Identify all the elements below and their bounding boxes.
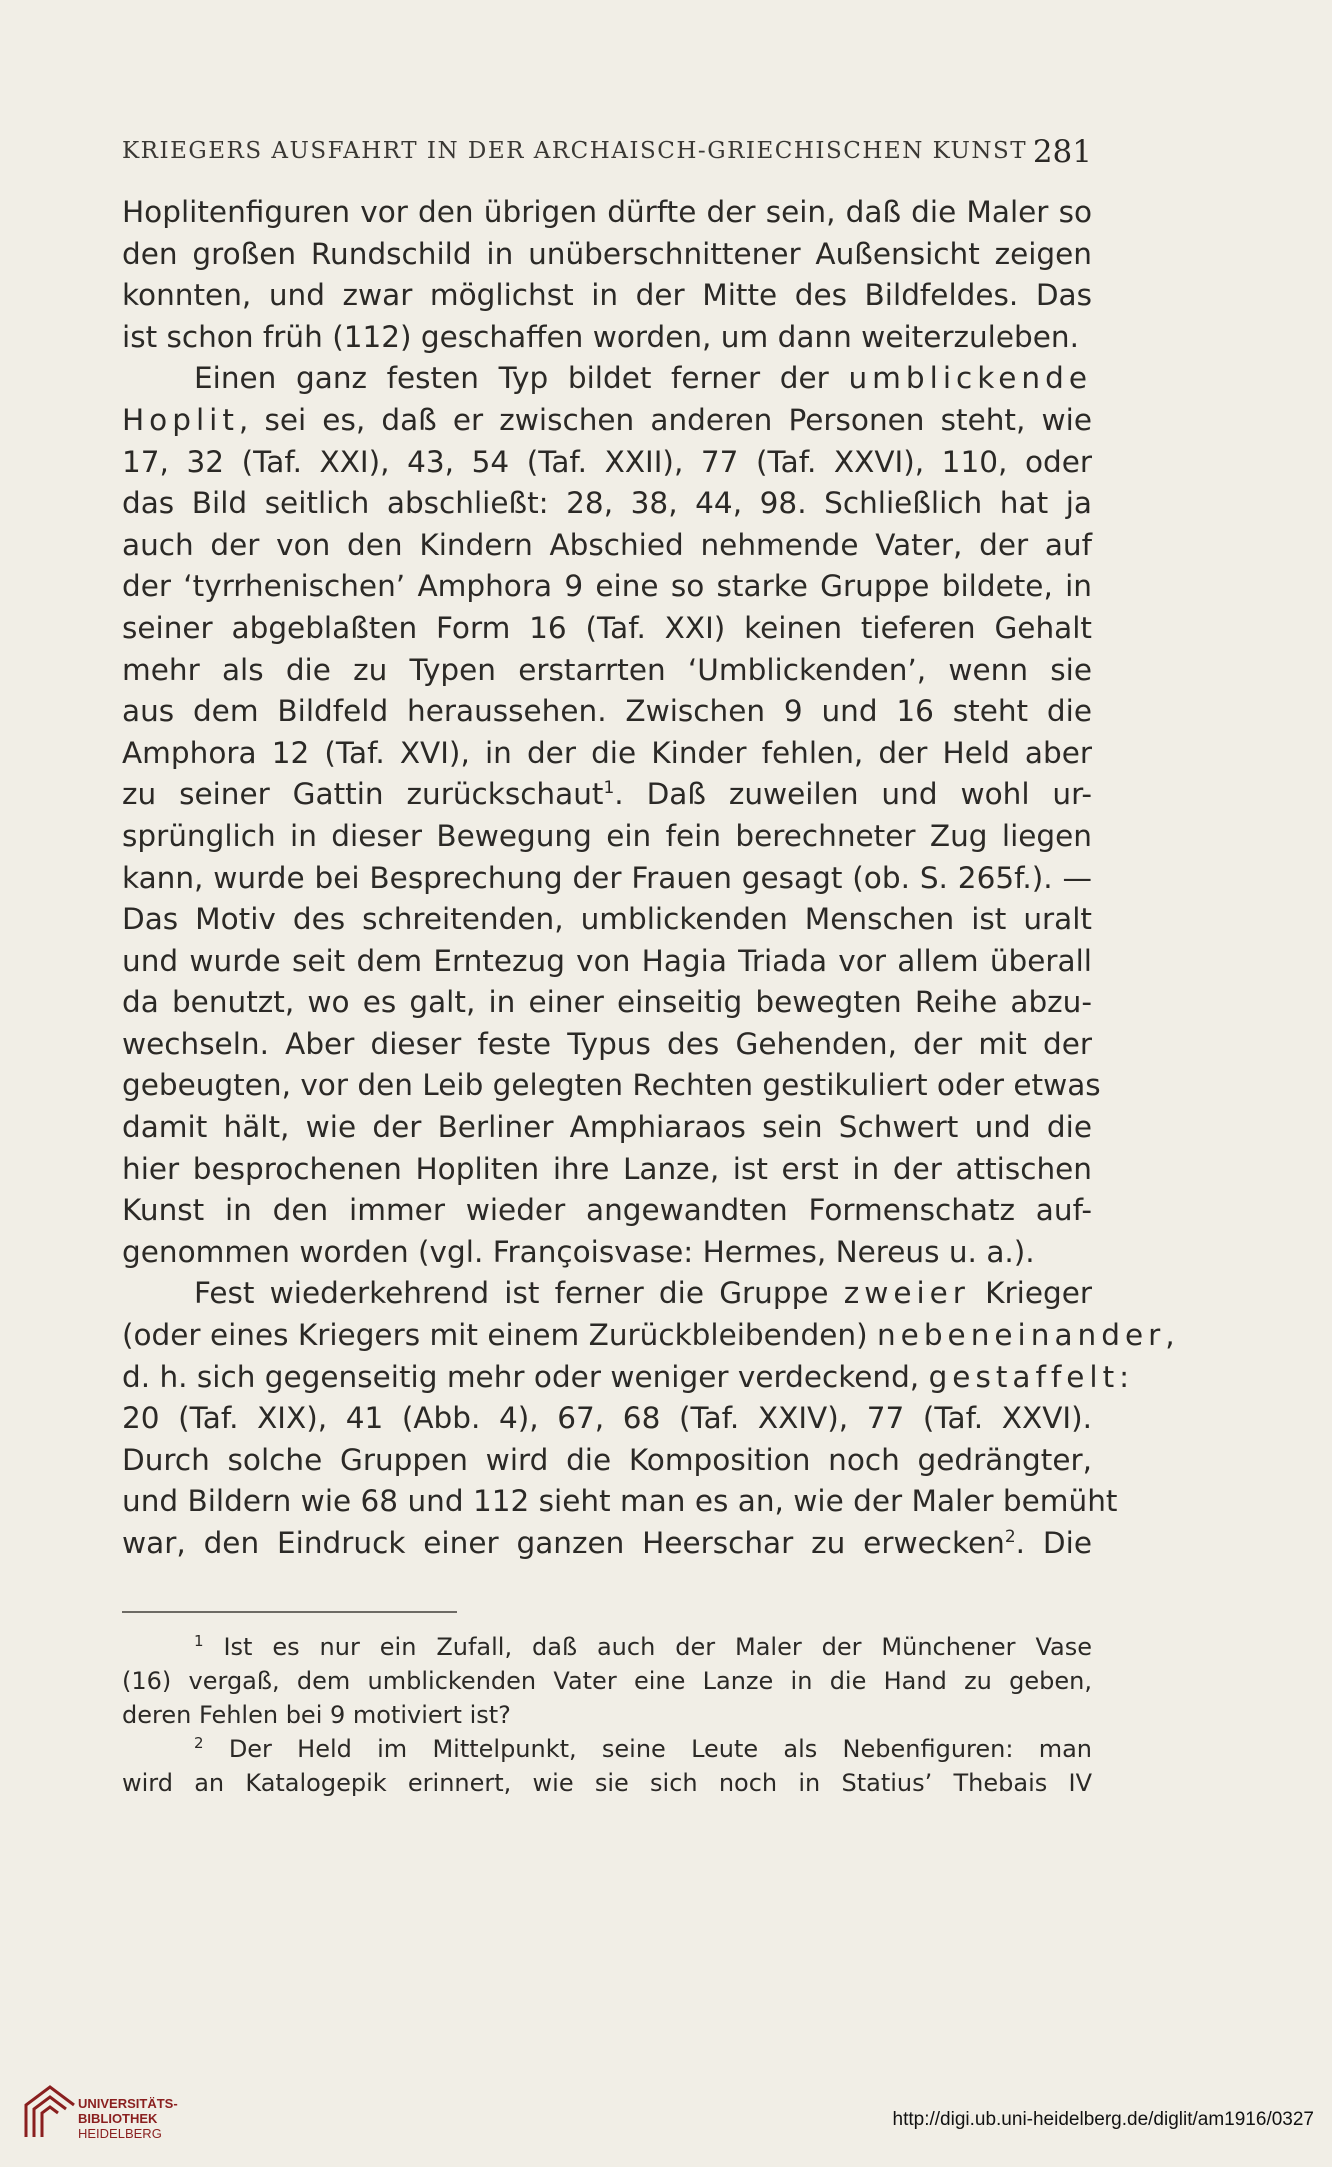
text-line: aus dem Bildfeld heraussehen. Zwischen 9 und 16 steht die [122, 694, 1092, 729]
text-line [122, 1273, 1092, 1315]
text-line: sprünglich in dieser Bewegung ein fein berechneter Zug liegen [122, 818, 1092, 853]
text-line: ist schon früh (112) geschaffen worden, um dann weiterzuleben. [122, 319, 1079, 354]
text-line: mehr als die zu Typen erstarrten ‘Umblickenden’, wenn sie [122, 652, 1092, 687]
library-name-line: BIBLIOTHEK [78, 2111, 158, 2126]
text-span: Ist es nur ein Zufall, daß auch der Maler der Münchener Vase [223, 1633, 1092, 1661]
text-line [122, 358, 1092, 400]
text-line [122, 1523, 1092, 1565]
footnote-mark: 1 [194, 1632, 204, 1650]
text-line: konnten, und zwar möglichst in der Mitte des Bildfeldes. Das [122, 278, 1092, 313]
library-name-line: UNIVERSITÄTS- [78, 2096, 178, 2111]
text-span: war, den Eindruck einer ganzen Heerschar zu erwecken [122, 1526, 1005, 1560]
footnote-ref: 1 [603, 778, 615, 799]
source-url-link[interactable]: http://digi.ub.uni-heidelberg.de/diglit/am1916/0327 [892, 2109, 1314, 2130]
text-line: Amphora 12 (Taf. XVI), in der die Kinder fehlen, der Held aber [122, 735, 1092, 770]
library-name-line: HEIDELBERG [78, 2126, 162, 2141]
text-line: 20 (Taf. XIX), 41 (Abb. 4), 67, 68 (Taf. XXIV), 77 (Taf. XXVI). [122, 1401, 1092, 1436]
text-line [122, 774, 1092, 816]
text-line: und Bildern wie 68 und 112 sieht man es an, wie der Maler bemüht [122, 1484, 1118, 1519]
text-span: Fest wiederkehrend ist ferner die Gruppe [194, 1276, 829, 1311]
footnotes [122, 1630, 1092, 1800]
text-line: gebeugten, vor den Leib gelegten Rechten gestikuliert oder etwas [122, 1068, 1101, 1103]
footnote-line [122, 1732, 1092, 1766]
text-line [122, 1315, 1175, 1357]
text-line: den großen Rundschild in unüberschnittener Außensicht zeigen [122, 236, 1092, 271]
text-line: Kunst in den immer wieder angewandten Formenschatz auf- [122, 1193, 1092, 1228]
footnote-divider [122, 1611, 457, 1613]
body-text [122, 192, 1175, 1565]
footnote-line: (16) vergaß, dem umblickenden Vater eine Lanze in die Hand zu geben, [122, 1667, 1092, 1695]
text-line: Das Motiv des schreitenden, umblickenden Menschen ist uralt [122, 902, 1092, 937]
text-span: d. h. sich gegenseitig mehr oder weniger verdeckend, [122, 1359, 920, 1394]
text-span: Einen ganz festen Typ bildet ferner der [194, 361, 829, 396]
spaced-emphasis: umblickende [848, 361, 1093, 396]
text-span: , [1165, 1318, 1175, 1353]
heidelberg-library-logo-icon[interactable] [16, 2077, 86, 2147]
text-line: wechseln. Aber dieser feste Typus des Gehenden, der mit der [122, 1026, 1092, 1061]
text-line: und wurde seit dem Erntezug von Hagia Triada vor allem überall [122, 943, 1092, 978]
text-span: zu seiner Gattin zurückschaut [122, 777, 604, 812]
text-span: , sei es, daß er zwischen anderen Personen steht, wie [238, 402, 1092, 437]
spaced-emphasis: nebeneinander [876, 1318, 1166, 1353]
text-span: : [1119, 1359, 1130, 1394]
text-line: da benutzt, wo es galt, in einer einseitig bewegten Reihe abzu- [122, 985, 1092, 1020]
text-line: damit hält, wie der Berliner Amphiaraos sein Schwert und die [122, 1110, 1092, 1145]
page-header [122, 134, 1092, 174]
text-line: seiner abgeblaßten Form 16 (Taf. XXI) keinen tieferen Gehalt [122, 610, 1092, 645]
text-line: Durch solche Gruppen wird die Komposition noch gedrängter, [122, 1442, 1092, 1477]
text-span: (oder eines Kriegers mit einem Zurückbleibenden) [122, 1318, 868, 1353]
text-span: . Daß zuweilen und wohl ur- [614, 777, 1092, 812]
text-line: das Bild seitlich abschließt: 28, 38, 44, 98. Schließlich hat ja [122, 486, 1092, 521]
footnote-line [122, 1630, 1092, 1664]
page-number: 281 [1032, 134, 1092, 170]
footnote-mark: 2 [194, 1734, 204, 1752]
text-line: Hoplitenfiguren vor den übrigen dürfte der sein, daß die Maler so [122, 195, 1092, 229]
text-line: genommen worden (vgl. Françoisvase: Hermes, Nereus u. a.). [122, 1234, 1035, 1269]
text-span: . Die [1015, 1526, 1092, 1560]
running-head: KRIEGERS AUSFAHRT IN DER ARCHAISCH-GRIECHISCHEN KUNST [122, 138, 1028, 164]
text-line: der ‘tyrrhenischen’ Amphora 9 eine so starke Gruppe bildete, in [122, 569, 1092, 604]
text-span: Der Held im Mittelpunkt, seine Leute als Nebenfiguren: man [228, 1735, 1092, 1763]
spaced-emphasis: gestaffelt [928, 1359, 1120, 1394]
text-line: auch der von den Kindern Abschied nehmende Vater, der auf [122, 527, 1092, 562]
text-line [122, 400, 1092, 442]
footnote-line: wird an Katalogepik erinnert, wie sie sich noch in Statius’ Thebais IV [122, 1769, 1092, 1797]
footnote-line: deren Fehlen bei 9 motiviert ist? [122, 1701, 511, 1729]
text-line: 17, 32 (Taf. XXI), 43, 54 (Taf. XXII), 77 (Taf. XXVI), 110, oder [122, 444, 1092, 479]
text-line: hier besprochenen Hopliten ihre Lanze, ist erst in der attischen [122, 1151, 1092, 1186]
footnote-ref: 2 [1004, 1527, 1016, 1548]
spaced-emphasis: Hoplit [122, 402, 239, 437]
text-line: kann, wurde bei Besprechung der Frauen gesagt (ob. S. 265f.). — [122, 860, 1092, 895]
text-span: Krieger [985, 1276, 1092, 1311]
text-line [122, 1357, 1130, 1399]
spaced-emphasis: zweier [843, 1276, 970, 1311]
library-name [78, 2096, 178, 2141]
